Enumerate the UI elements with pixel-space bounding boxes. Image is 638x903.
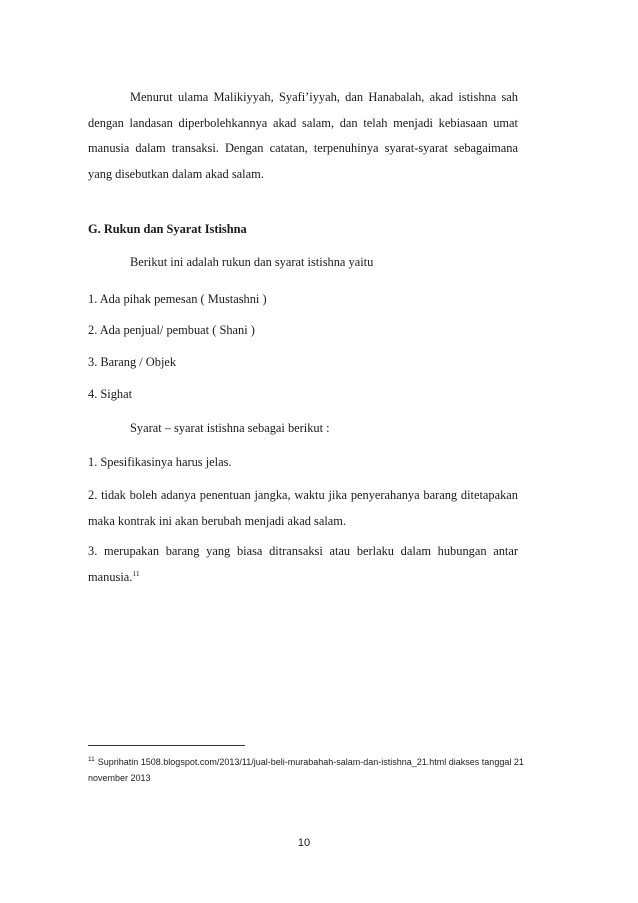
syarat-intro: Syarat – syarat istishna sebagai berikut : bbox=[130, 421, 330, 435]
paragraph-intro: Menurut ulama Malikiyyah, Syafi’iyyah, dan Hanabalah, akad istishna sah dengan landasan diperbolehkannya akad salam, dan telah menjadi kebiasaan umat manusia dalam transaksi. Dengan catatan, terpenuhinya syarat-syarat sebagaimana yang disebutkan dalam akad salam. bbox=[88, 90, 518, 181]
footnote bbox=[88, 754, 528, 786]
rukun-item-4: 4. Sighat bbox=[88, 387, 133, 401]
syarat-item-1: 1. Spesifikasinya harus jelas. bbox=[88, 455, 232, 469]
syarat-item-3 bbox=[88, 539, 518, 590]
rukun-item-3: 3. Barang / Objek bbox=[88, 355, 177, 369]
footnote-divider bbox=[88, 745, 245, 746]
section-heading: G. Rukun dan Syarat Istishna bbox=[88, 222, 247, 236]
footnote-text: Suprihatin 1508.blogspot.com/2013/11/jual-beli-murabahah-salam-dan-istishna_21.html diakses tanggal 21 november 2013 bbox=[88, 757, 524, 783]
syarat-item-3-text: 3. merupakan barang yang biasa ditransaksi atau berlaku dalam hubungan antar manusia. bbox=[88, 544, 518, 584]
rukun-item-2: 2. Ada penjual/ pembuat ( Shani ) bbox=[88, 323, 255, 337]
syarat-item-2: 2. tidak boleh adanya penentuan jangka, waktu jika penyerahanya barang ditetapakan maka kontrak ini akan berubah menjadi akad salam. bbox=[88, 488, 518, 528]
rukun-intro: Berikut ini adalah rukun dan syarat istishna yaitu bbox=[130, 255, 374, 269]
page-number: 10 bbox=[297, 837, 311, 849]
rukun-item-1: 1. Ada pihak pemesan ( Mustashni ) bbox=[88, 292, 267, 306]
footnote-reference: 11 bbox=[132, 568, 140, 578]
footnote-number: 11 bbox=[88, 756, 95, 763]
